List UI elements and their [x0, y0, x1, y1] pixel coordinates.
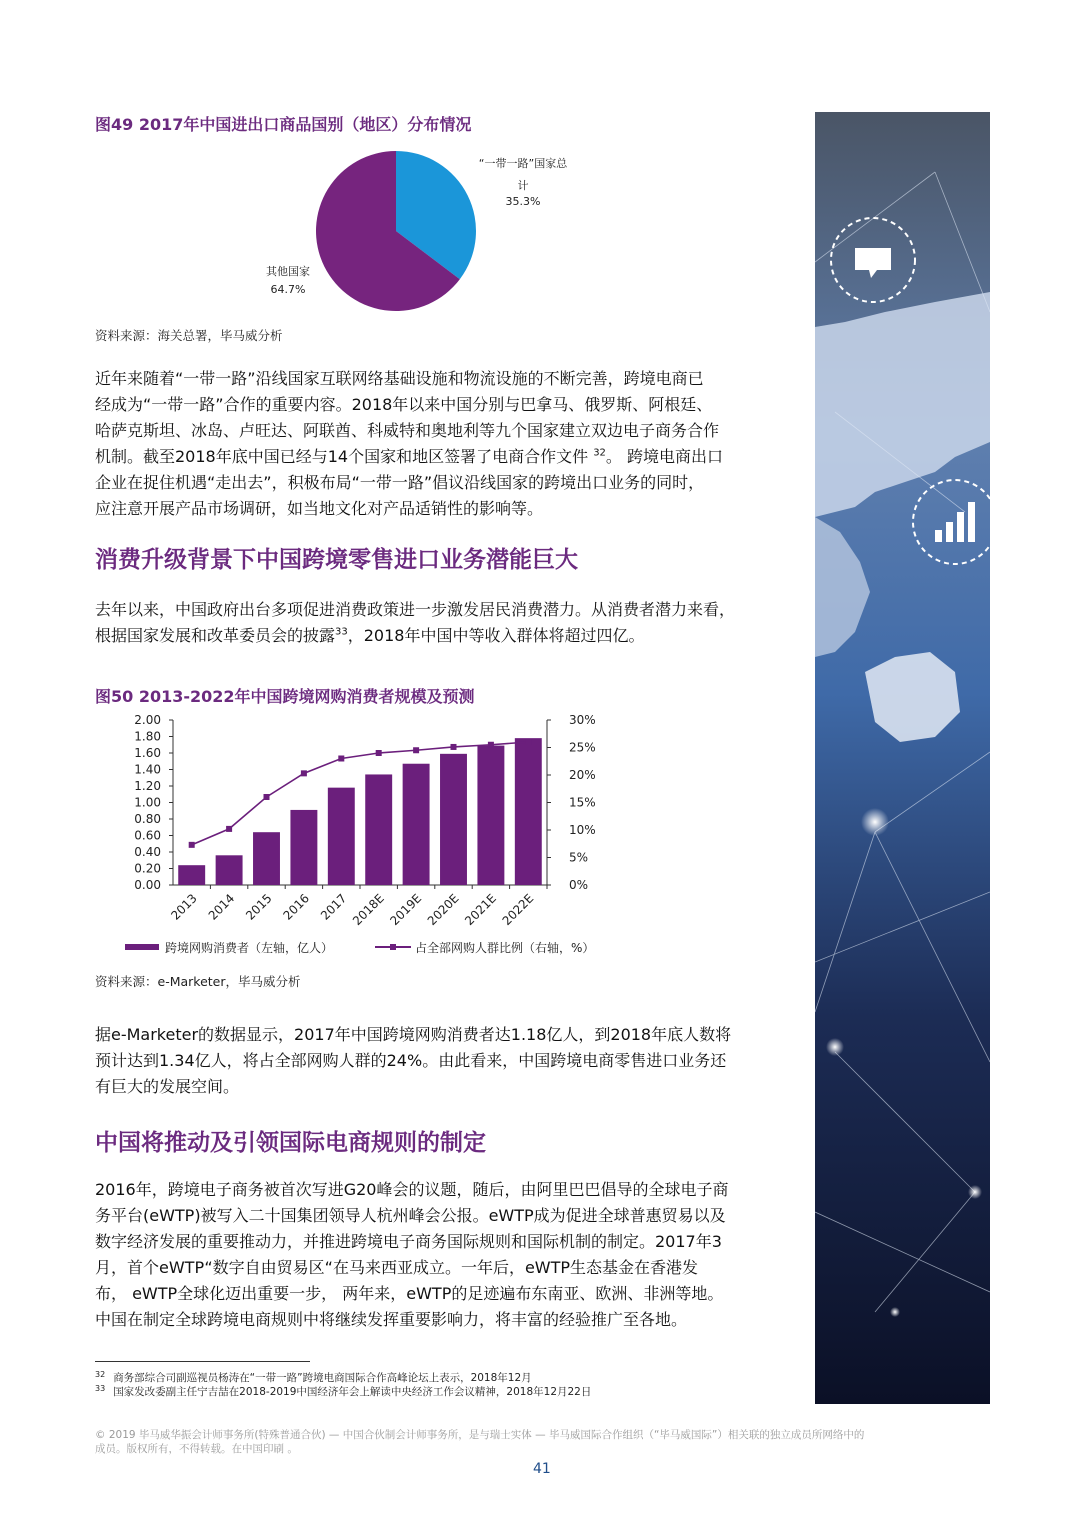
- line-point-2021E: [488, 742, 494, 748]
- figure-49-source: 资料来源：海关总署，毕马威分析: [95, 328, 283, 343]
- section-heading-rules: 中国将推动及引领国际电商规则的制定: [95, 1130, 486, 1156]
- x-tick-label: 2019E: [387, 891, 425, 929]
- line-point-2018E: [376, 750, 382, 756]
- copyright-notice: [95, 1428, 995, 1456]
- left-tick-label: 1.80: [134, 729, 161, 744]
- paragraph-ewtp: [95, 1177, 728, 1333]
- right-tick-label: 30%: [569, 713, 596, 727]
- para2-line2-a: 根据国家发展和改革委员会的披露: [95, 626, 336, 645]
- paragraph-consumption: [95, 597, 735, 649]
- section-heading-consumption: 消费升级背景下中国跨境零售进口业务潜能巨大: [95, 547, 578, 573]
- line-point-2014: [226, 826, 232, 832]
- x-tick-label: 2021E: [462, 891, 500, 929]
- para1-line4: [95, 444, 723, 470]
- para1-line4-tail: 。 跨境电商出口: [605, 447, 724, 466]
- x-tick-label: 2017: [317, 891, 350, 923]
- network-node-glow-3: [968, 1185, 982, 1199]
- bar-2022E: [515, 738, 542, 885]
- left-tick-label: 0.60: [134, 828, 161, 843]
- x-tick-label: 2014: [205, 891, 238, 923]
- network-node-glow: [861, 808, 889, 836]
- right-tick-label: 10%: [569, 823, 596, 837]
- para3-line2: 预计达到1.34亿人，将占全部网购人群的24%。由此看来，中国跨境电商零售进口业务还: [95, 1051, 727, 1070]
- footnote-ref-32: 32: [593, 447, 606, 459]
- left-tick-label: 0.20: [134, 861, 161, 876]
- para3-line3: 有巨大的发展空间。: [95, 1077, 240, 1096]
- footnote-ref-33: 33: [335, 626, 348, 638]
- footnote-33-text: 国家发改委副主任宁吉喆在2018-2019中国经济年会上解读中央经济工作会议精神，2018年12月22日: [113, 1386, 592, 1398]
- bar-2020E: [440, 754, 467, 885]
- footnote-divider: [95, 1361, 310, 1362]
- x-tick-label: 2013: [168, 891, 200, 923]
- line-point-2015: [264, 794, 270, 800]
- pie-label-belt-road-line2: 计: [517, 179, 529, 192]
- left-tick-label: 2.00: [134, 713, 161, 727]
- para4-line2: 务平台(eWTP)被写入二十国集团领导人杭州峰会公报。eWTP成为促进全球普惠贸易以及: [95, 1206, 726, 1225]
- decorative-network-map-image: [815, 112, 990, 1404]
- left-tick-label: 1.00: [134, 795, 161, 810]
- footnote-33: [95, 1385, 591, 1399]
- right-tick-label: 15%: [569, 795, 596, 810]
- bar-line-chart: [95, 708, 635, 968]
- page-number: 41: [533, 1461, 551, 1477]
- paragraph-emarketer: [95, 1022, 731, 1100]
- footnotes: [95, 1371, 591, 1399]
- left-tick-label: 0.40: [134, 845, 161, 859]
- right-tick-label: 5%: [569, 850, 589, 865]
- para4-line4: 月，首个eWTP“数字自由贸易区“在马来西亚成立。一年后，eWTP生态基金在香港发: [95, 1258, 699, 1277]
- pie-slices: [316, 151, 476, 311]
- para4-line3: 数字经济发展的重要推动力，并推进跨境电子商务国际规则和国际机制的制定。2017年3: [95, 1232, 722, 1251]
- x-tick-label: 2015: [243, 891, 275, 923]
- bar-2014: [216, 855, 243, 885]
- x-tick-label: 2016: [280, 891, 313, 923]
- para1-line3: 哈萨克斯坦、冰岛、卢旺达、阿联酋、科威特和奥地利等九个国家建立双边电子商务合作: [95, 421, 720, 440]
- legend-bar-label: 跨境网购消费者（左轴，亿人）: [165, 941, 334, 955]
- line-point-2020E: [451, 744, 457, 750]
- pie-value-others: 64.7%: [270, 283, 306, 296]
- left-tick-label: 0.00: [134, 878, 161, 892]
- right-tick-label: 0%: [569, 878, 589, 892]
- line-point-2022E: [525, 739, 531, 745]
- para1-line1: 近年来随着“一带一路”沿线国家互联网络基础设施和物流设施的不断完善，跨境电商已: [95, 369, 704, 388]
- bar-2019E: [403, 764, 430, 885]
- line-point-2013: [189, 842, 195, 848]
- line-point-2017: [338, 756, 344, 762]
- bar-2013: [178, 865, 205, 885]
- pie-label-others: 其他国家: [266, 265, 310, 278]
- pie-value-belt-road: 35.3%: [505, 195, 541, 208]
- legend-line-marker: [390, 944, 396, 950]
- legend-bar-swatch: [125, 944, 159, 950]
- copyright-line2: 成员。版权所有，不得转载。在中国印刷 。: [95, 1443, 298, 1455]
- legend-line-label: 占全部网购人群比例（右轴，%）: [415, 941, 595, 955]
- bar-2017: [328, 788, 355, 885]
- line-point-2019E: [413, 747, 419, 753]
- chart-bars: [178, 738, 542, 885]
- pie-label-belt-road-line1: “一带一路”国家总: [478, 157, 568, 170]
- para1-line5: 企业在捉住机遇“走出去”，积极布局“一带一路”倡议沿线国家的跨境出口业务的同时，: [95, 473, 705, 492]
- footnote-32-number: 32: [95, 1369, 106, 1379]
- left-tick-label: 0.80: [134, 812, 161, 826]
- para1-line2: 经成为“一带一路”合作的重要内容。2018年以来中国分别与巴拿马、俄罗斯、阿根廷、: [95, 395, 713, 414]
- x-tick-label: 2018E: [349, 891, 387, 929]
- bar-2021E: [477, 746, 504, 885]
- footnote-32: [95, 1371, 591, 1385]
- bar-2016: [290, 810, 317, 885]
- figure-49-title: 图49 2017年中国进出口商品国别（地区）分布情况: [95, 115, 472, 134]
- left-tick-label: 1.60: [134, 746, 161, 760]
- para3-line1: 据e-Marketer的数据显示，2017年中国跨境网购消费者达1.18亿人，到2018年底人数将: [95, 1025, 732, 1044]
- x-tick-label: 2020E: [424, 891, 462, 929]
- figure-50-title: 图50 2013-2022年中国跨境网购消费者规模及预测: [95, 687, 475, 706]
- para2-line2-b: ，2018年中国中等收入群体将超过四亿。: [347, 626, 645, 645]
- right-tick-label: 25%: [569, 740, 596, 755]
- pie-chart: [250, 145, 650, 325]
- bar-2015: [253, 832, 280, 885]
- para1-line6: 应注意开展产品市场调研，如当地文化对产品适销性的影响等。: [95, 499, 544, 518]
- chart-legend: [125, 940, 594, 955]
- para2-line1: 去年以来，中国政府出台多项促进消费政策进一步激发居民消费潜力。从消费者潜力来看，: [95, 600, 736, 619]
- network-node-glow-4: [890, 1307, 900, 1317]
- network-node-glow-2: [826, 1038, 844, 1056]
- footnote-32-text: 商务部综合司副巡视员杨涛在“一带一路”跨境电商国际合作高峰论坛上表示，2018年12月: [113, 1372, 532, 1384]
- bar-2018E: [365, 774, 392, 885]
- footnote-33-number: 33: [95, 1383, 106, 1393]
- para4-line5: 布， eWTP全球化迈出重要一步， 两年来，eWTP的足迹遍布东南亚、欧洲、非洲等地。: [95, 1284, 724, 1303]
- line-point-2016: [301, 770, 307, 776]
- right-tick-label: 20%: [569, 768, 596, 782]
- figure-50-source: 资料来源：e-Marketer，毕马威分析: [95, 974, 301, 989]
- x-tick-label: 2022E: [499, 891, 537, 929]
- para4-line1: 2016年，跨境电子商务被首次写进G20峰会的议题，随后，由阿里巴巴倡导的全球电子商: [95, 1180, 729, 1199]
- para4-line6: 中国在制定全球跨境电商规则中将继续发挥重要影响力，将丰富的经验推广至各地。: [95, 1310, 688, 1329]
- copyright-line1: © 2019 毕马威华振会计师事务所(特殊普通合伙) — 中国合伙制会计师事务所，是与瑞士实体 — 毕马威国际合作组织（“毕马威国际”）相关联的独立成员所网络中的: [95, 1429, 865, 1441]
- left-tick-label: 1.20: [134, 779, 161, 793]
- paragraph-belt-road: [95, 366, 723, 522]
- para1-line4-text: 机制。截至2018年底中国已经与14个国家和地区签署了电商合作文件: [95, 447, 589, 466]
- para2-line2: [95, 623, 735, 649]
- left-tick-label: 1.40: [134, 762, 161, 777]
